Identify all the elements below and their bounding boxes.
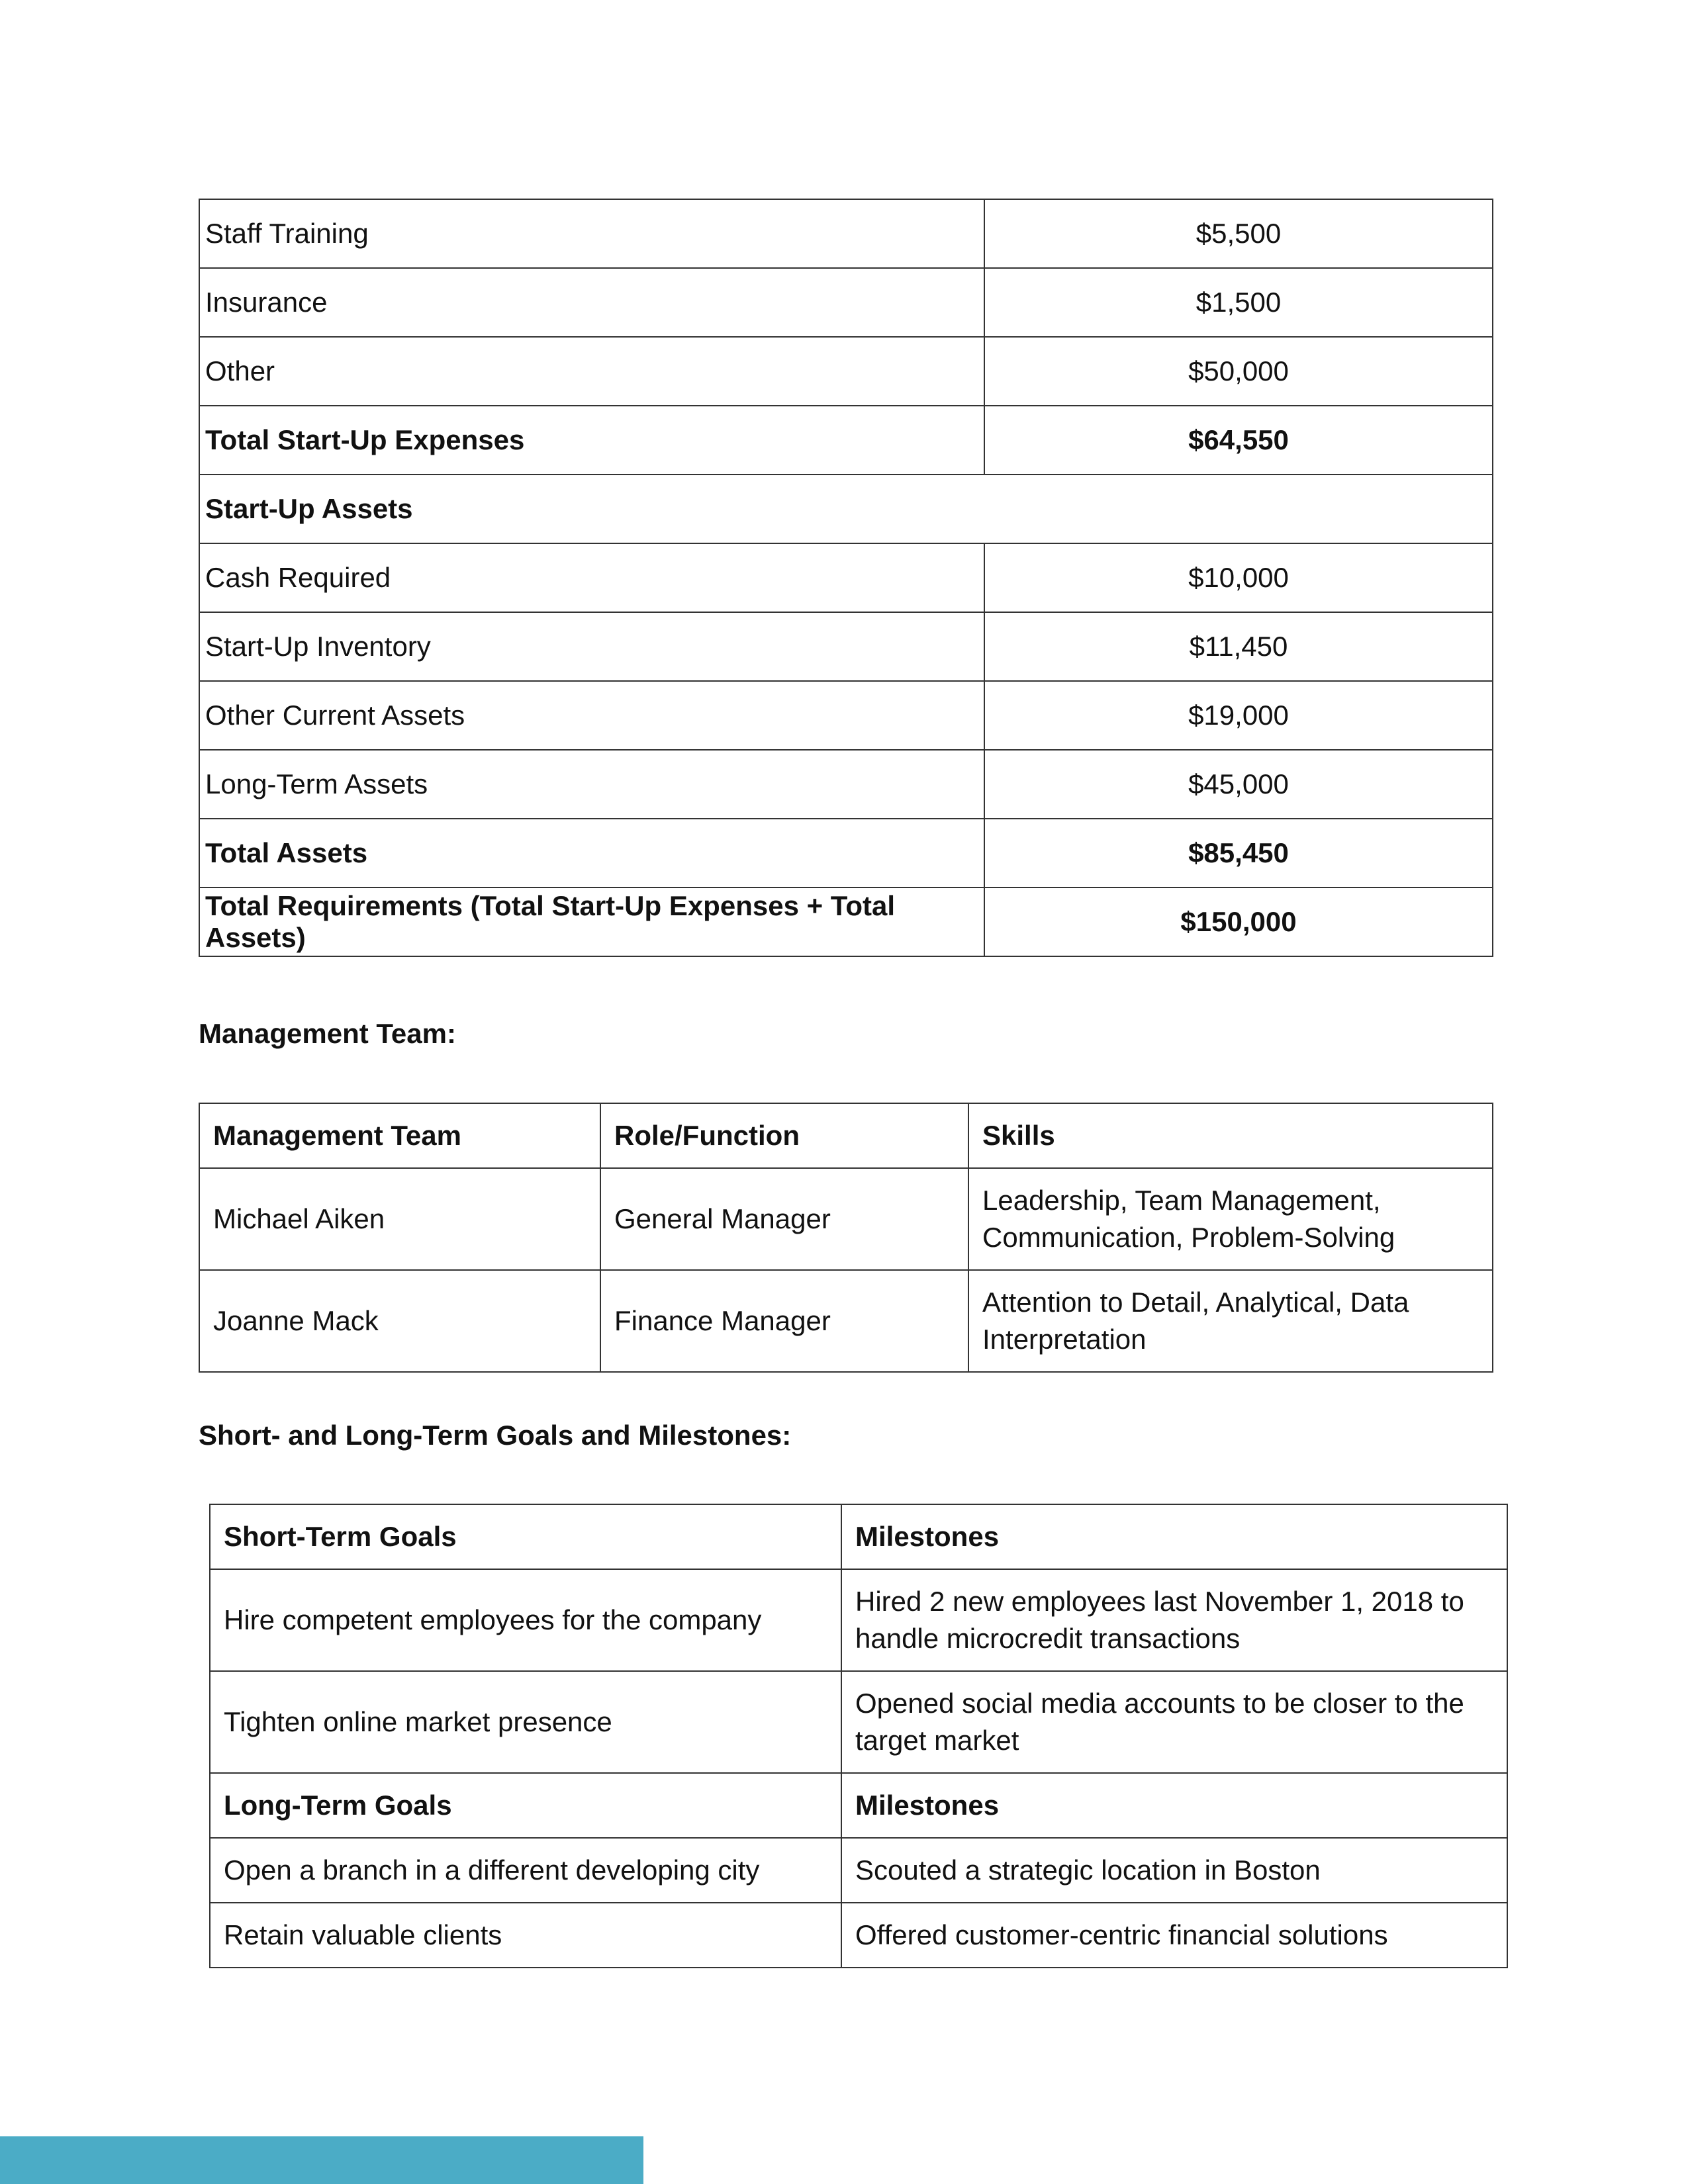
column-header: Skills bbox=[968, 1103, 1493, 1168]
row-label: Cash Required bbox=[199, 543, 984, 612]
goals-milestones-table bbox=[209, 1504, 1508, 1968]
table-row bbox=[210, 1569, 1507, 1671]
table-row bbox=[199, 337, 1493, 406]
management-team-table bbox=[199, 1103, 1493, 1373]
column-header: Role/Function bbox=[600, 1103, 968, 1168]
management-team-heading: Management Team: bbox=[199, 1018, 456, 1049]
table-row bbox=[210, 1671, 1507, 1773]
goals-milestones-heading: Short- and Long-Term Goals and Milestones: bbox=[199, 1420, 792, 1451]
row-amount: $5,500 bbox=[984, 199, 1493, 268]
goal-cell: Tighten online market presence bbox=[210, 1671, 841, 1773]
milestone-cell: Scouted a strategic location in Boston bbox=[841, 1838, 1507, 1903]
table-row bbox=[199, 1270, 1493, 1372]
row-label: Staff Training bbox=[199, 199, 984, 268]
row-label: Insurance bbox=[199, 268, 984, 337]
goal-cell: Hire competent employees for the company bbox=[210, 1569, 841, 1671]
row-label: Other bbox=[199, 337, 984, 406]
column-header: Management Team bbox=[199, 1103, 600, 1168]
row-amount: $11,450 bbox=[984, 612, 1493, 681]
table-row bbox=[199, 199, 1493, 268]
member-name: Michael Aiken bbox=[199, 1168, 600, 1270]
milestone-cell: Offered customer-centric financial solutions bbox=[841, 1903, 1507, 1968]
startup-financials-table bbox=[199, 199, 1493, 957]
milestone-cell: Hired 2 new employees last November 1, 2018 to handle microcredit transactions bbox=[841, 1569, 1507, 1671]
table-row bbox=[199, 268, 1493, 337]
row-amount: $45,000 bbox=[984, 750, 1493, 819]
member-role: General Manager bbox=[600, 1168, 968, 1270]
table-row bbox=[199, 750, 1493, 819]
table-row bbox=[199, 681, 1493, 750]
member-role: Finance Manager bbox=[600, 1270, 968, 1372]
table-row bbox=[199, 543, 1493, 612]
row-label: Other Current Assets bbox=[199, 681, 984, 750]
total-requirements-label: Total Requirements (Total Start-Up Expenses + Total Assets) bbox=[199, 887, 984, 956]
row-amount: $1,500 bbox=[984, 268, 1493, 337]
total-expenses-label: Total Start-Up Expenses bbox=[199, 406, 984, 475]
goal-cell: Retain valuable clients bbox=[210, 1903, 841, 1968]
total-assets-amount: $85,450 bbox=[984, 819, 1493, 887]
total-row bbox=[199, 887, 1493, 956]
total-expenses-amount: $64,550 bbox=[984, 406, 1493, 475]
milestones-header: Milestones bbox=[841, 1504, 1507, 1569]
total-requirements-amount: $150,000 bbox=[984, 887, 1493, 956]
total-row bbox=[199, 406, 1493, 475]
table-row bbox=[210, 1838, 1507, 1903]
table-row bbox=[199, 1168, 1493, 1270]
section-row bbox=[199, 475, 1493, 543]
row-amount: $10,000 bbox=[984, 543, 1493, 612]
long-term-goals-header: Long-Term Goals bbox=[210, 1773, 841, 1838]
table-row bbox=[199, 612, 1493, 681]
total-assets-label: Total Assets bbox=[199, 819, 984, 887]
table-header-row bbox=[210, 1773, 1507, 1838]
member-skills: Leadership, Team Management, Communication, Problem-Solving bbox=[968, 1168, 1493, 1270]
table-header-row bbox=[210, 1504, 1507, 1569]
row-label: Start-Up Inventory bbox=[199, 612, 984, 681]
table-header-row bbox=[199, 1103, 1493, 1168]
milestones-header: Milestones bbox=[841, 1773, 1507, 1838]
row-amount: $19,000 bbox=[984, 681, 1493, 750]
member-name: Joanne Mack bbox=[199, 1270, 600, 1372]
startup-assets-section-label: Start-Up Assets bbox=[199, 475, 1493, 543]
milestone-cell: Opened social media accounts to be closer to the target market bbox=[841, 1671, 1507, 1773]
goal-cell: Open a branch in a different developing city bbox=[210, 1838, 841, 1903]
row-label: Long-Term Assets bbox=[199, 750, 984, 819]
footer-accent-bar bbox=[0, 2136, 643, 2184]
row-amount: $50,000 bbox=[984, 337, 1493, 406]
total-row bbox=[199, 819, 1493, 887]
table-row bbox=[210, 1903, 1507, 1968]
short-term-goals-header: Short-Term Goals bbox=[210, 1504, 841, 1569]
member-skills: Attention to Detail, Analytical, Data Interpretation bbox=[968, 1270, 1493, 1372]
